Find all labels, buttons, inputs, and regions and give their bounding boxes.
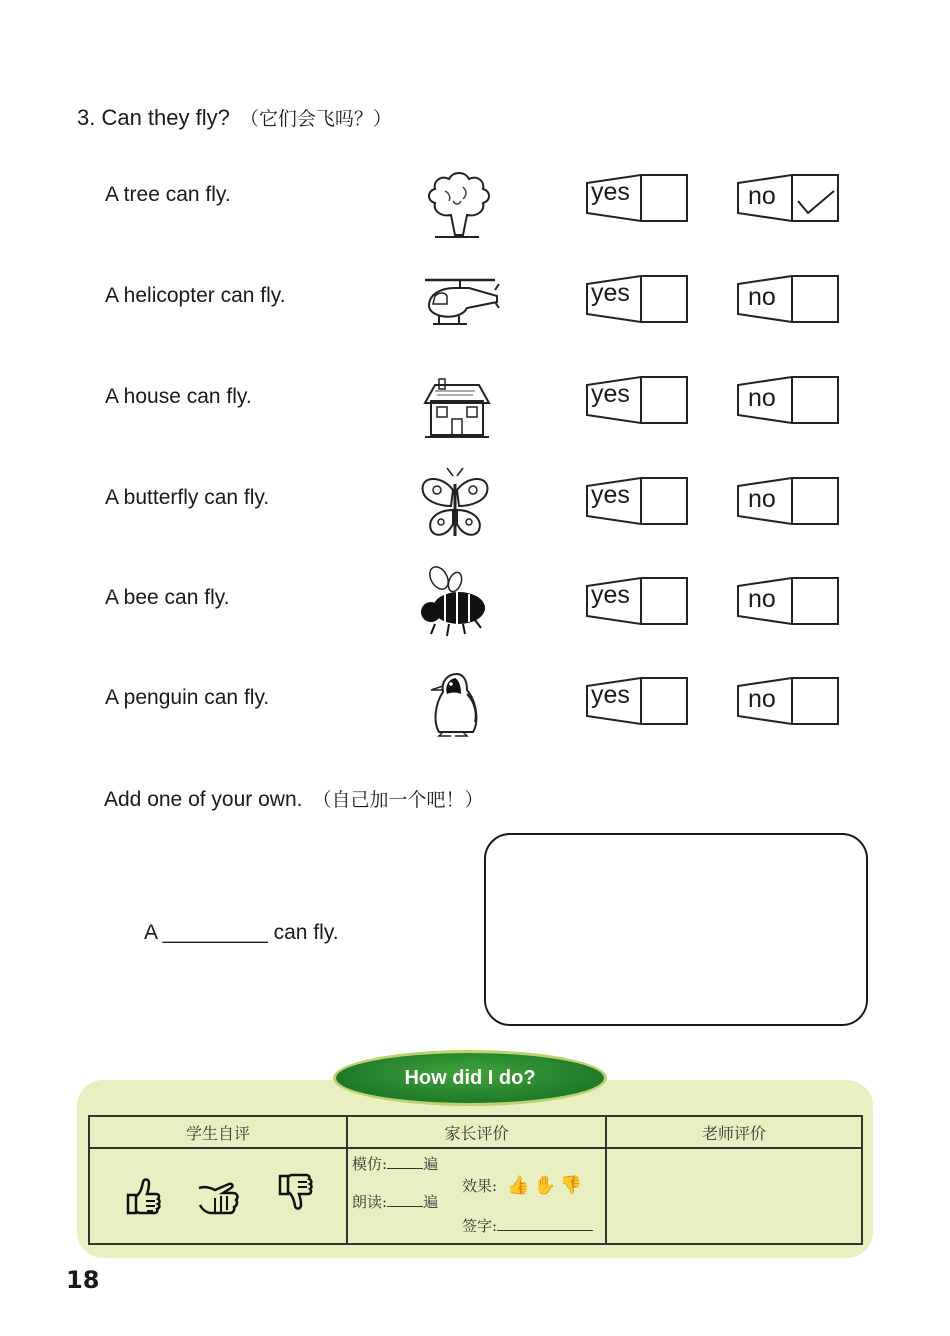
no-answer-box[interactable]: [736, 576, 840, 626]
add-own-title: [104, 785, 483, 812]
thumbs-down-icon[interactable]: [272, 1172, 316, 1220]
yes-answer-box[interactable]: [585, 476, 689, 526]
no-checkbox[interactable]: [794, 175, 838, 221]
exercise-row: [0, 576, 950, 656]
no-label: no: [748, 685, 776, 713]
bee-icon: [405, 564, 505, 648]
evaluation-table: [88, 1115, 863, 1245]
no-label: no: [748, 283, 776, 311]
parent-cell: [347, 1148, 606, 1244]
page-number: 18: [66, 1266, 100, 1294]
drawing-box[interactable]: [484, 833, 868, 1026]
how-did-i-do-heading: How did I do?: [336, 1053, 604, 1103]
imitate-label: 模仿:: [352, 1155, 388, 1173]
yes-label: yes: [591, 581, 630, 609]
effect-label: 效果:: [462, 1177, 498, 1195]
thumbs-sideways-icon[interactable]: [195, 1174, 241, 1218]
exercise-row: [0, 375, 950, 455]
no-label: no: [748, 182, 776, 210]
imitate-row: [352, 1153, 438, 1174]
yes-label: yes: [591, 681, 630, 709]
yes-checkbox[interactable]: [643, 175, 687, 221]
no-checkbox[interactable]: [794, 377, 838, 423]
yes-checkbox[interactable]: [643, 276, 687, 322]
exercise-row: [0, 676, 950, 756]
no-checkbox[interactable]: [794, 578, 838, 624]
add-own-title-text: Add one of your own.: [104, 788, 303, 811]
question-title-text: 3. Can they fly?: [77, 105, 230, 130]
no-answer-box[interactable]: [736, 676, 840, 726]
read-row: [352, 1191, 438, 1212]
exercise-row: [0, 173, 950, 253]
row-sentence: A house can fly.: [105, 385, 252, 408]
yes-answer-box[interactable]: [585, 173, 689, 223]
read-unit: 遍: [423, 1193, 439, 1211]
exercise-row: [0, 274, 950, 354]
row-sentence: A tree can fly.: [105, 183, 231, 206]
question-title: [77, 104, 392, 131]
thumbs-up-icon[interactable]: [120, 1173, 164, 1219]
row-sentence: A butterfly can fly.: [105, 486, 270, 509]
yes-answer-box[interactable]: [585, 576, 689, 626]
effect-thumbs-up-icon[interactable]: 👍: [507, 1175, 530, 1196]
no-answer-box[interactable]: [736, 375, 840, 425]
helicopter-icon: [405, 262, 505, 346]
question-title-cn: （它们会飞吗？）: [239, 108, 392, 130]
yes-checkbox[interactable]: [643, 478, 687, 524]
no-answer-box[interactable]: [736, 173, 840, 223]
yes-label: yes: [591, 279, 630, 307]
yes-label: yes: [591, 380, 630, 408]
penguin-icon: [405, 664, 505, 748]
student-cell: [89, 1148, 347, 1244]
no-answer-box[interactable]: [736, 274, 840, 324]
imitate-blank[interactable]: [387, 1156, 423, 1169]
fill-sentence[interactable]: A _________ can fly.: [144, 921, 339, 944]
tree-icon: [405, 161, 505, 245]
butterfly-icon: [405, 464, 505, 548]
effect-row: [462, 1175, 582, 1196]
sign-label: 签字:: [462, 1217, 498, 1235]
no-checkbox[interactable]: [794, 478, 838, 524]
col-parent: 家长评价: [347, 1116, 606, 1148]
imitate-unit: 遍: [423, 1155, 439, 1173]
sign-blank[interactable]: [497, 1218, 593, 1231]
no-label: no: [748, 384, 776, 412]
no-checkbox[interactable]: [794, 276, 838, 322]
read-label: 朗读:: [352, 1193, 388, 1211]
yes-answer-box[interactable]: [585, 676, 689, 726]
sign-row: [462, 1215, 593, 1236]
yes-checkbox[interactable]: [643, 578, 687, 624]
teacher-cell[interactable]: [606, 1148, 862, 1244]
col-teacher: 老师评价: [606, 1116, 862, 1148]
no-checkbox[interactable]: [794, 678, 838, 724]
row-sentence: A bee can fly.: [105, 586, 230, 609]
no-label: no: [748, 585, 776, 613]
yes-answer-box[interactable]: [585, 375, 689, 425]
exercise-row: [0, 476, 950, 556]
yes-answer-box[interactable]: [585, 274, 689, 324]
no-answer-box[interactable]: [736, 476, 840, 526]
checkmark-icon: [794, 175, 838, 221]
yes-label: yes: [591, 481, 630, 509]
col-student: 学生自评: [89, 1116, 347, 1148]
yes-checkbox[interactable]: [643, 678, 687, 724]
effect-thumbs-down-icon[interactable]: 👎: [559, 1175, 583, 1196]
add-own-title-cn: （自己加一个吧！）: [312, 789, 484, 811]
house-icon: [405, 363, 505, 447]
read-blank[interactable]: [387, 1194, 423, 1207]
effect-thumbs-mid-icon[interactable]: ✋: [533, 1175, 556, 1196]
row-sentence: A helicopter can fly.: [105, 284, 286, 307]
row-sentence: A penguin can fly.: [105, 686, 270, 709]
no-label: no: [748, 485, 776, 513]
yes-checkbox[interactable]: [643, 377, 687, 423]
yes-label: yes: [591, 178, 630, 206]
